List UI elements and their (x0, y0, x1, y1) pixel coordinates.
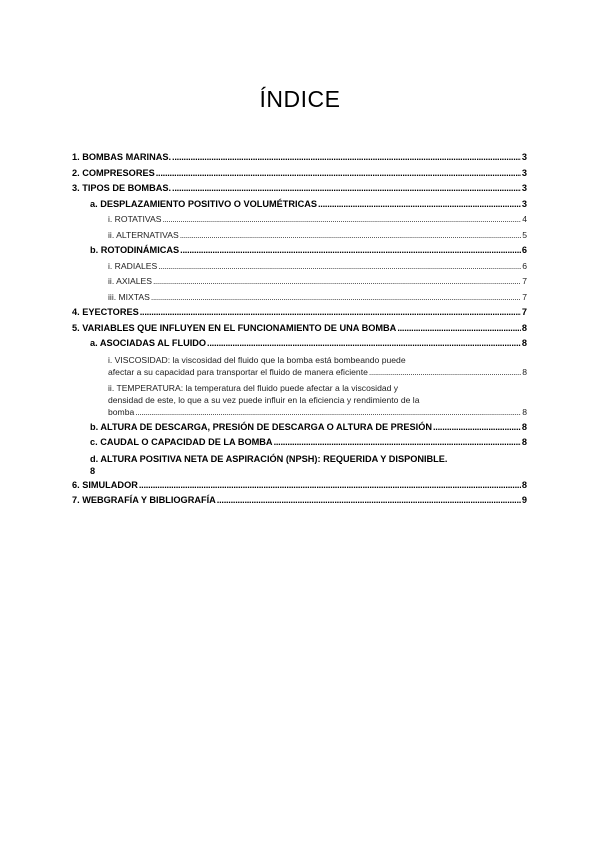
toc-page-number: 9 (521, 495, 527, 505)
dot-leader (158, 259, 521, 275)
toc-label: a. DESPLAZAMIENTO POSITIVO O VOLUMÉTRICAS (90, 198, 317, 209)
toc-entry-tipos-de-bombas[interactable] (72, 181, 527, 197)
dot-leader (153, 274, 521, 290)
toc-label: 5. VARIABLES QUE INFLUYEN EN EL FUNCIONAMIENTO DE UNA BOMBA (72, 322, 397, 333)
toc-entry-desplazamiento-positivo[interactable] (72, 197, 527, 213)
toc-label: 6. SIMULADOR (72, 479, 138, 490)
dot-leader (207, 336, 521, 352)
dot-leader (217, 493, 521, 509)
dot-leader (162, 212, 521, 228)
toc-page-number: 8 (521, 338, 527, 348)
dot-leader (274, 435, 521, 451)
toc-page-number: 7 (521, 307, 527, 317)
toc-page-number: 6 (522, 260, 527, 271)
dot-leader (140, 305, 521, 321)
page-title: ÍNDICE (259, 86, 341, 112)
toc-page-number: 7 (522, 276, 527, 286)
table-of-contents (72, 150, 527, 509)
dot-leader (139, 478, 521, 494)
toc-page-number: 5 (522, 229, 527, 240)
toc-label: i. RADIALES (108, 260, 158, 271)
dot-leader (180, 228, 522, 244)
toc-page-number: 8 (521, 322, 527, 333)
toc-entry-radiales[interactable] (72, 259, 527, 275)
toc-entry-bombas-marinas[interactable] (72, 150, 527, 166)
toc-page-number: 8 (521, 421, 527, 432)
toc-label: iii. MIXTAS (108, 291, 150, 302)
toc-label: c. CAUDAL O CAPACIDAD DE LA BOMBA (90, 437, 273, 447)
toc-entry-rotodinamicas[interactable] (72, 243, 527, 259)
toc-label-line: bomba (108, 406, 135, 417)
toc-page-number: 4 (522, 214, 527, 224)
toc-label: ii. ALTERNATIVAS (108, 229, 179, 240)
dot-leader (172, 150, 521, 166)
toc-entry-asociadas-al-fluido[interactable] (72, 336, 527, 352)
dot-leader (156, 166, 521, 182)
toc-label: 2. COMPRESORES (72, 167, 155, 178)
toc-page-number: 8 (90, 465, 96, 476)
toc-entry-webgrafia[interactable] (72, 493, 527, 509)
toc-entry-variables[interactable] (72, 321, 527, 337)
toc-label: 7. WEBGRAFÍA Y BIBLIOGRAFÍA (72, 495, 216, 505)
toc-page-number: 8 (522, 406, 527, 417)
dot-leader (151, 290, 521, 306)
dot-leader (433, 420, 521, 436)
dot-leader (318, 197, 521, 213)
toc-label: b. ROTODINÁMICAS (90, 245, 180, 255)
toc-entry-axiales[interactable] (72, 274, 527, 290)
toc-entry-eyectores[interactable] (72, 305, 527, 321)
toc-label: 4. EYECTORES (72, 307, 139, 317)
toc-label: ii. AXIALES (108, 276, 152, 286)
toc-page-number: 3 (521, 152, 527, 162)
dot-leader (369, 366, 521, 378)
toc-entry-altura-de-descarga[interactable] (72, 420, 527, 436)
toc-label-line: afectar a su capacidad para transportar el fluido de manera eficiente (108, 366, 368, 377)
toc-entry-temperatura[interactable] (72, 382, 527, 418)
toc-entry-viscosidad[interactable] (72, 354, 527, 378)
toc-page-number: 8 (521, 479, 527, 490)
toc-label: 3. TIPOS DE BOMBAS. (72, 183, 172, 193)
dot-leader (172, 181, 521, 197)
toc-page-number: 8 (521, 437, 527, 447)
toc-page-number: 3 (521, 183, 527, 193)
toc-label-line: i. VISCOSIDAD: la viscosidad del fluido que la bomba está bombeando puede (108, 354, 406, 365)
toc-page-number: 3 (521, 167, 527, 178)
toc-label: i. ROTATIVAS (108, 214, 162, 224)
toc-label-line: densidad de este, lo que a su vez puede influir en la eficiencia y rendimiento de la (108, 394, 420, 405)
dot-leader (180, 243, 521, 259)
toc-entry-npsh[interactable] (72, 453, 527, 477)
toc-entry-simulador[interactable] (72, 478, 527, 494)
toc-page-number: 8 (522, 366, 527, 377)
toc-label-line: ii. TEMPERATURA: la temperatura del fluido puede afectar a la viscosidad y (108, 382, 399, 393)
toc-entry-rotativas[interactable] (72, 212, 527, 228)
toc-page-number: 7 (522, 291, 527, 302)
toc-label-line: d. ALTURA POSITIVA NETA DE ASPIRACIÓN (NPSH): REQUERIDA Y DISPONIBLE. (90, 453, 448, 464)
toc-page-number: 3 (521, 198, 527, 209)
dot-leader (397, 321, 521, 337)
dot-leader (135, 406, 521, 418)
toc-entry-compresores[interactable] (72, 166, 527, 182)
toc-entry-caudal[interactable] (72, 435, 527, 451)
toc-entry-alternativas[interactable] (72, 228, 527, 244)
toc-label: 1. BOMBAS MARINAS. (72, 152, 172, 162)
toc-page-number: 6 (521, 245, 527, 255)
toc-label: b. ALTURA DE DESCARGA, PRESIÓN DE DESCARGA O ALTURA DE PRESIÓN (90, 421, 432, 432)
toc-label: a. ASOCIADAS AL FLUIDO (90, 338, 207, 348)
toc-entry-mixtas[interactable] (72, 290, 527, 306)
